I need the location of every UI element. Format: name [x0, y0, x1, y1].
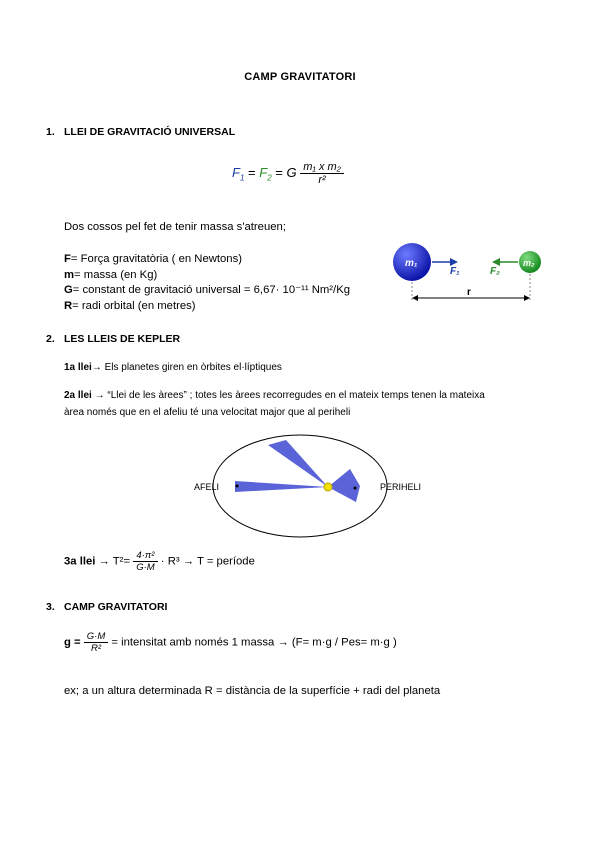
formula-numerator: m₁ x m₂ — [300, 161, 344, 174]
g-label: g = — [64, 636, 81, 649]
example-text: ex; a un altura determinada R = distància de la superfície + radi del planeta — [64, 685, 441, 697]
formula-sub2: 2 — [267, 173, 272, 183]
perihelion-sector — [328, 469, 360, 502]
perihelion-label: PERIHELI — [380, 482, 422, 492]
definition-mass: m= massa (en Kg) — [64, 268, 158, 281]
page-title: CAMP GRAVITATORI — [244, 71, 356, 83]
g-denominator: R² — [91, 643, 102, 654]
formula-f2: F — [259, 164, 268, 180]
middle-sector — [268, 440, 328, 487]
distance-arrow-left — [412, 295, 418, 301]
section-2-heading — [46, 333, 180, 345]
field-intensity-formula — [64, 631, 397, 654]
formula-g: G — [286, 164, 297, 180]
distance-arrow-right — [524, 295, 530, 301]
g-fraction — [84, 631, 108, 654]
sun — [324, 483, 332, 491]
planet-afeli — [236, 485, 239, 488]
law-3-numerator: 4·π² — [133, 550, 157, 562]
formula-eq1: = — [248, 164, 256, 180]
formula-eq2: = — [275, 164, 283, 180]
kepler-law-3 — [64, 550, 255, 573]
law-3-post: · R³ → T = període — [160, 555, 255, 568]
definition-force: F= Força gravitatòria ( en Newtons) — [64, 253, 242, 265]
force-1-label: F₁ — [450, 266, 460, 277]
planet-perihelion — [354, 487, 357, 490]
mass-2-label: m₂ — [523, 258, 535, 268]
distance-label: r — [467, 287, 471, 298]
mass-1-label: m₁ — [405, 258, 418, 269]
section-title: LES LLEIS DE KEPLER — [64, 333, 181, 345]
law-3-pre: → T²= — [98, 555, 131, 568]
section-title: LLEI DE GRAVITACIÓ UNIVERSAL — [64, 126, 236, 138]
force-2-arrowhead — [492, 258, 500, 266]
law-1-label: 1a llei — [64, 362, 92, 373]
formula-f1: F — [232, 164, 240, 180]
formula-fraction — [300, 161, 344, 186]
afeli-label: AFELI — [194, 482, 220, 492]
section-3-heading — [46, 601, 167, 613]
formula-sub1: 1 — [239, 173, 245, 183]
force-1-arrowhead — [450, 258, 458, 266]
section-title: CAMP GRAVITATORI — [64, 601, 168, 613]
afeli-sector — [235, 481, 328, 492]
section-1-heading — [46, 126, 235, 138]
kepler-law-2 — [64, 387, 504, 421]
definition-constant: G= constant de gravitació universal = 6,67· 10⁻¹¹ Nm²/Kg — [64, 284, 351, 296]
force-2-label: F₂ — [490, 266, 500, 277]
law-3-denominator: G·M — [136, 562, 155, 573]
gravitation-formula — [232, 161, 344, 186]
two-masses-diagram — [388, 238, 558, 310]
definition-radius: R= radi orbital (en metres) — [64, 299, 196, 312]
g-numerator: G·M — [84, 631, 108, 643]
kepler-law-1 — [64, 359, 282, 376]
formula-denominator: r² — [318, 174, 326, 186]
law-3-fraction — [133, 550, 157, 573]
section-number: 1. — [46, 126, 55, 138]
law-2-text: → “Llei de les àrees” ; totes les àrees recorregudes en el mateix temps tenen la mateixa àrea només que en el afeliu té una velocitat major que al periheli — [64, 390, 485, 418]
law-1-text: → Els planetes giren en òrbites el·líptiques — [91, 362, 282, 373]
definitions-list — [64, 252, 350, 314]
kepler-orbit-diagram — [190, 432, 440, 540]
law-3-label: 3a llei — [64, 555, 96, 568]
intro-text: Dos cossos pel fet de tenir massa s'atreuen; — [64, 221, 286, 233]
law-2-label: 2a llei — [64, 390, 92, 401]
g-text: = intensitat amb només 1 massa → (F= m·g / Pes= m·g ) — [111, 636, 397, 649]
section-number: 3. — [46, 601, 55, 613]
section-number: 2. — [46, 333, 55, 345]
